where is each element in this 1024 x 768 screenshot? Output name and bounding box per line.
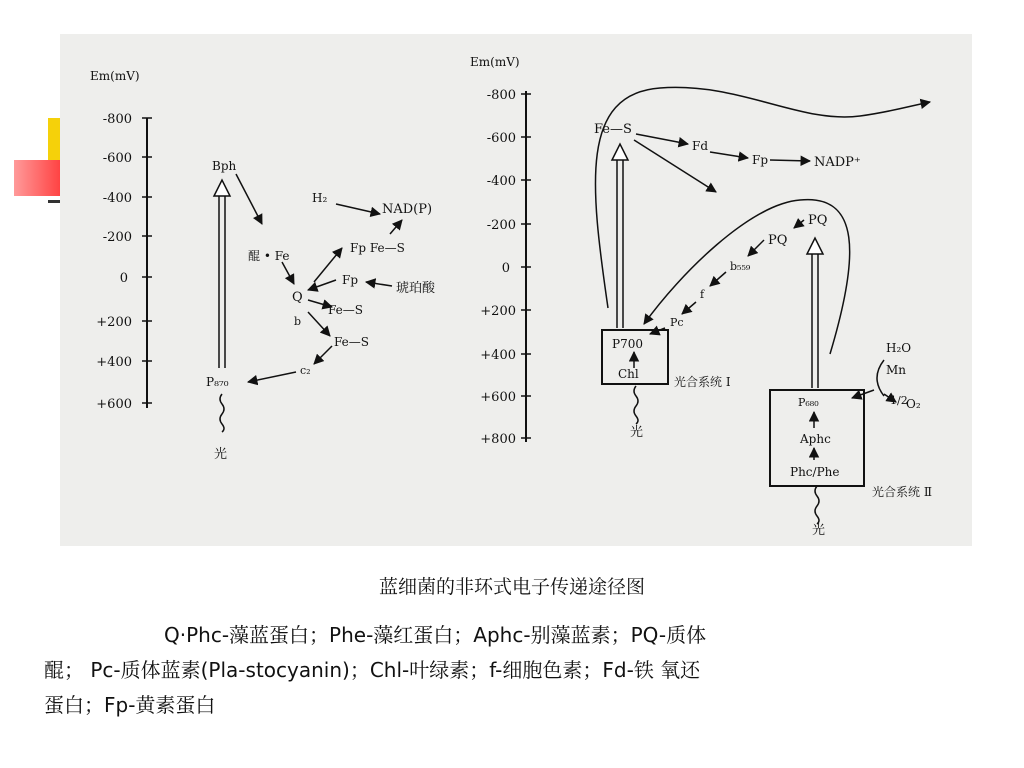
node-nadp-right: NADP⁺ bbox=[814, 155, 861, 170]
node-phc-phe: Phc/Phe bbox=[790, 465, 840, 479]
node-p870: P₈₇₀ bbox=[206, 375, 229, 389]
ps1-light-wave bbox=[634, 386, 638, 424]
ps1-excitation-arrow bbox=[612, 144, 628, 328]
node-mn: Mn bbox=[886, 363, 907, 377]
left-flow-arrows bbox=[236, 174, 402, 382]
node-quinone-fe: 醌 • Fe bbox=[248, 249, 290, 263]
left-tick-label: -600 bbox=[102, 151, 132, 166]
node-b: b bbox=[294, 315, 302, 328]
left-light-wave bbox=[220, 394, 224, 432]
right-tick-label: +600 bbox=[480, 390, 516, 405]
left-diagram bbox=[90, 69, 436, 462]
node-fd: Fd bbox=[692, 139, 709, 153]
water-split-curve bbox=[877, 360, 884, 396]
node-light-ps1: 光 bbox=[630, 425, 644, 440]
node-fe-s-right: Fe—S bbox=[594, 122, 632, 137]
node-h2o: H₂O bbox=[886, 341, 912, 355]
node-q: Q bbox=[292, 290, 303, 305]
abbreviation-legend bbox=[44, 618, 974, 723]
left-tick-label: +200 bbox=[96, 315, 132, 330]
right-axis-label: Em(mV) bbox=[470, 55, 520, 69]
node-fe-s-mid: Fe—S bbox=[328, 303, 363, 317]
node-pq-mid: PQ bbox=[768, 233, 788, 248]
right-tick-label: -200 bbox=[486, 218, 516, 233]
right-tick-label: -400 bbox=[486, 174, 516, 189]
node-h2: H₂ bbox=[312, 191, 328, 205]
right-flow-arrows bbox=[595, 87, 930, 460]
right-diagram bbox=[470, 55, 932, 538]
legend-line bbox=[44, 653, 974, 688]
ps2-light-wave bbox=[815, 486, 819, 524]
left-excitation-arrow bbox=[214, 180, 230, 368]
right-tick-label: +400 bbox=[480, 348, 516, 363]
node-light-ps2: 光 bbox=[812, 523, 826, 538]
ps2-excitation-arrow bbox=[807, 238, 823, 388]
left-tick-label: -800 bbox=[102, 112, 132, 127]
left-tick-label: +600 bbox=[96, 397, 132, 412]
node-aphc: Aphc bbox=[800, 432, 831, 446]
left-tick-label: 0 bbox=[119, 271, 128, 286]
legend-text: 蛋白；Fp-黄素蛋白 bbox=[44, 693, 216, 717]
right-tick-label: -600 bbox=[486, 131, 516, 146]
left-tick-label: -200 bbox=[102, 230, 132, 245]
node-c2: c₂ bbox=[300, 364, 311, 377]
node-light-left: 光 bbox=[214, 447, 228, 462]
node-pq-top: PQ bbox=[808, 213, 828, 228]
ps1-label: 光合系统 I bbox=[674, 375, 731, 389]
node-p700: P700 bbox=[612, 337, 643, 351]
node-half: 1/2 bbox=[890, 394, 908, 407]
left-tick-label: +400 bbox=[96, 355, 132, 370]
diagram-caption: 蓝细菌的非环式电子传递途径图 bbox=[378, 576, 645, 598]
node-fe-s-low: Fe—S bbox=[334, 335, 369, 349]
legend-text: 醌； Pc-质体蓝素(Pla-stocyanin)；Chl-叶绿素；f-细胞色素；Fd-铁 氧还 bbox=[44, 658, 701, 682]
legend-line bbox=[44, 618, 974, 653]
ps2-label: 光合系统 Ⅱ bbox=[872, 485, 932, 499]
node-fp-fes: Fp Fe—S bbox=[350, 241, 405, 255]
node-chl: Chl bbox=[618, 367, 639, 381]
left-axis-label: Em(mV) bbox=[90, 69, 140, 83]
node-pc: Pc bbox=[670, 316, 684, 329]
node-succinate: 琥珀酸 bbox=[396, 281, 436, 296]
legend-text: Q·Phc-藻蓝蛋白；Phe-藻红蛋白；Aphc-别藻蓝素；PQ-质体 bbox=[164, 623, 707, 647]
node-bph: Bph bbox=[212, 159, 237, 173]
node-p680: P₆₈₀ bbox=[798, 396, 819, 409]
right-tick-label: -800 bbox=[486, 88, 516, 103]
right-tick-label: +800 bbox=[480, 432, 516, 447]
right-tick-label: +200 bbox=[480, 304, 516, 319]
node-f: f bbox=[700, 288, 705, 301]
node-fp: Fp bbox=[342, 273, 359, 287]
left-tick-label: -400 bbox=[102, 191, 132, 206]
node-nadp: NAD(P) bbox=[382, 202, 433, 217]
electron-transport-scan bbox=[60, 34, 972, 546]
node-fp-right: Fp bbox=[752, 153, 769, 167]
right-tick-label: 0 bbox=[501, 261, 510, 276]
node-b559: b₅₅₉ bbox=[730, 260, 751, 273]
legend-line bbox=[44, 688, 974, 723]
node-o2: O₂ bbox=[906, 397, 921, 411]
